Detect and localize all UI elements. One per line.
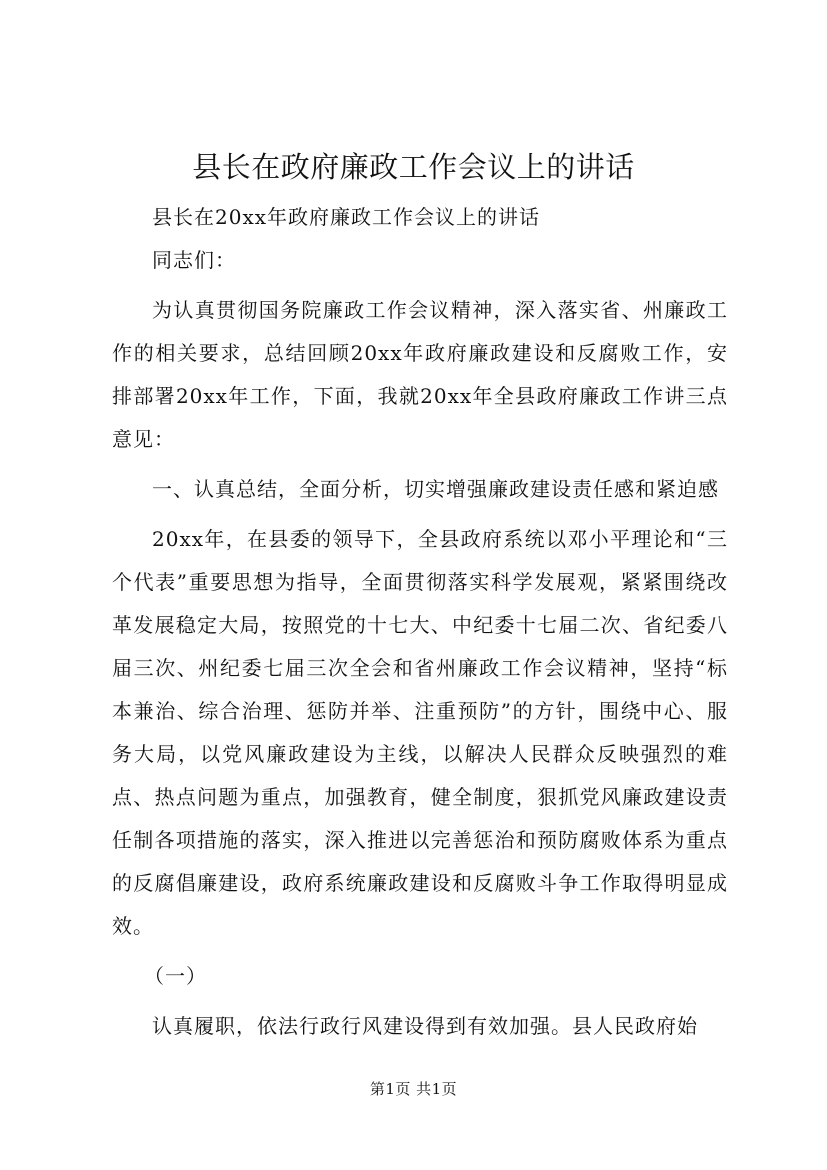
document-title: 县长在政府廉政工作会议上的讲话 <box>192 150 635 184</box>
salutation-paragraph: 同志们： <box>152 248 236 272</box>
document-body <box>112 196 728 1048</box>
subtitle-paragraph: 县长在20xx年政府廉政工作会议上的讲话 <box>152 205 541 229</box>
intro-paragraph: 为认真贯彻国务院廉政工作会议精神，深入落实省、州廉政工作的相关要求，总结回顾20xx年政府廉政建设和反腐败工作，安排部署20xx年工作，下面，我就20xx年全县政府廉政工作讲三点意见： <box>112 298 728 451</box>
body-paragraph: 20xx年，在县委的领导下，全县政府系统以邓小平理论和“三个代表”重要思想为指导，全面贯彻落实科学发展观，紧紧围绕改革发展稳定大局，按照党的十七大、中纪委十七届二次、省纪委八届三次、州纪委七届三次全会和省州廉政工作会议精神，坚持“标本兼治、综合治理、惩防并举、注重预防”的方针，围绕中心、服务大局，以党风廉政建设为主线，以解决人民群众反映强烈的难点、热点问题为重点，加强教育，健全制度，狠抓党风廉政建设责任制各项措施的落实，深入推进以完善惩治和预防腐败体系为重点的反腐倡廉建设，政府系统廉政建设和反腐败斗争工作取得明显成效。 <box>112 527 728 938</box>
subsection-marker: （一） <box>144 964 207 988</box>
section-heading: 一、认真总结，全面分析，切实增强廉政建设责任感和紧迫感 <box>152 477 719 501</box>
body-paragraph-continued: 认真履职，依法行政行风建设得到有效加强。县人民政府始 <box>152 1014 698 1038</box>
page-footer: 第1页 共1页 <box>369 1080 458 1098</box>
